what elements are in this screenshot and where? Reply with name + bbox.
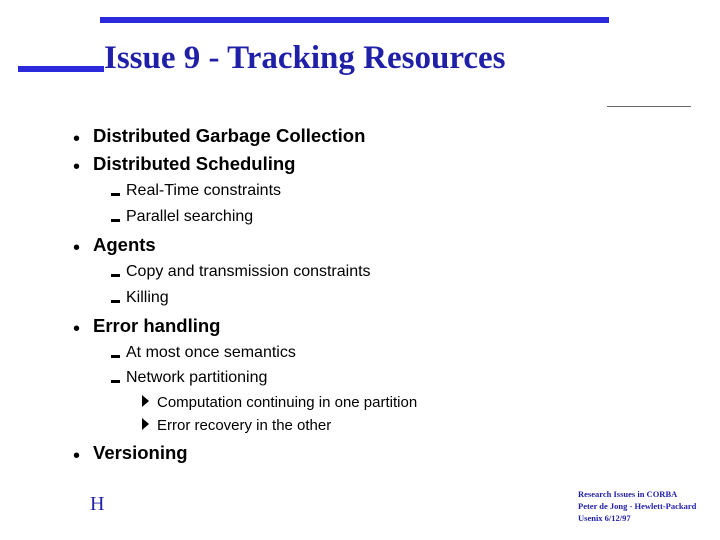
bullet-dot-icon: • xyxy=(73,445,81,467)
sub-bullet-text: Copy and transmission constraints xyxy=(126,263,371,280)
bullet-dot-icon: • xyxy=(73,237,81,259)
sub-sub-bullet-text: Error recovery in the other xyxy=(157,417,332,434)
dash-icon xyxy=(111,355,120,358)
sub-bullet-text: Network partitioning xyxy=(126,369,268,386)
top-accent-bar xyxy=(100,17,609,23)
bullet-item xyxy=(73,234,156,259)
bullet-text: Error handling xyxy=(93,315,221,336)
sub-bullet-item xyxy=(126,208,253,226)
dash-icon xyxy=(111,300,120,303)
sub-bullet-item xyxy=(126,182,281,200)
sub-bullet-text: At most once semantics xyxy=(126,344,296,361)
bullet-item xyxy=(73,125,366,150)
sub-bullet-item xyxy=(126,289,169,307)
sub-sub-bullet-text: Computation continuing in one partition xyxy=(157,394,418,411)
footer-line: Peter de Jong - Hewlett-Packard xyxy=(578,501,697,511)
left-accent-bar xyxy=(18,66,104,72)
dash-icon xyxy=(111,219,120,222)
hp-logo: H xyxy=(90,493,105,515)
footer-line: Research Issues in CORBA xyxy=(578,489,678,499)
triangle-bullet-icon xyxy=(142,395,149,407)
footer-credits xyxy=(578,488,696,524)
dash-icon xyxy=(111,380,120,383)
bullet-dot-icon: • xyxy=(73,318,81,340)
triangle-bullet-icon xyxy=(142,418,149,430)
bullet-text: Distributed Scheduling xyxy=(93,153,296,174)
bullet-dot-icon: • xyxy=(73,128,81,150)
footer-line: Usenix 6/12/97 xyxy=(578,513,631,523)
sub-bullet-text: Real-Time constraints xyxy=(126,182,282,199)
bullet-text: Distributed Garbage Collection xyxy=(93,125,366,146)
dash-icon xyxy=(111,193,120,196)
bullet-text: Versioning xyxy=(93,442,188,463)
bullet-item xyxy=(73,153,296,178)
bullet-item xyxy=(73,442,188,467)
sub-bullet-text: Killing xyxy=(126,289,169,306)
sub-bullet-text: Parallel searching xyxy=(126,208,254,225)
slide-title: Issue 9 - Tracking Resources xyxy=(104,40,506,76)
sub-sub-bullet-item xyxy=(157,417,331,434)
sub-bullet-item xyxy=(126,369,267,387)
sub-bullet-item xyxy=(126,263,371,281)
title-rule xyxy=(607,106,691,107)
sub-bullet-item xyxy=(126,344,296,362)
bullet-text: Agents xyxy=(93,234,156,255)
bullet-dot-icon: • xyxy=(73,156,81,178)
sub-sub-bullet-item xyxy=(157,394,417,411)
bullet-item xyxy=(73,315,221,340)
dash-icon xyxy=(111,274,120,277)
